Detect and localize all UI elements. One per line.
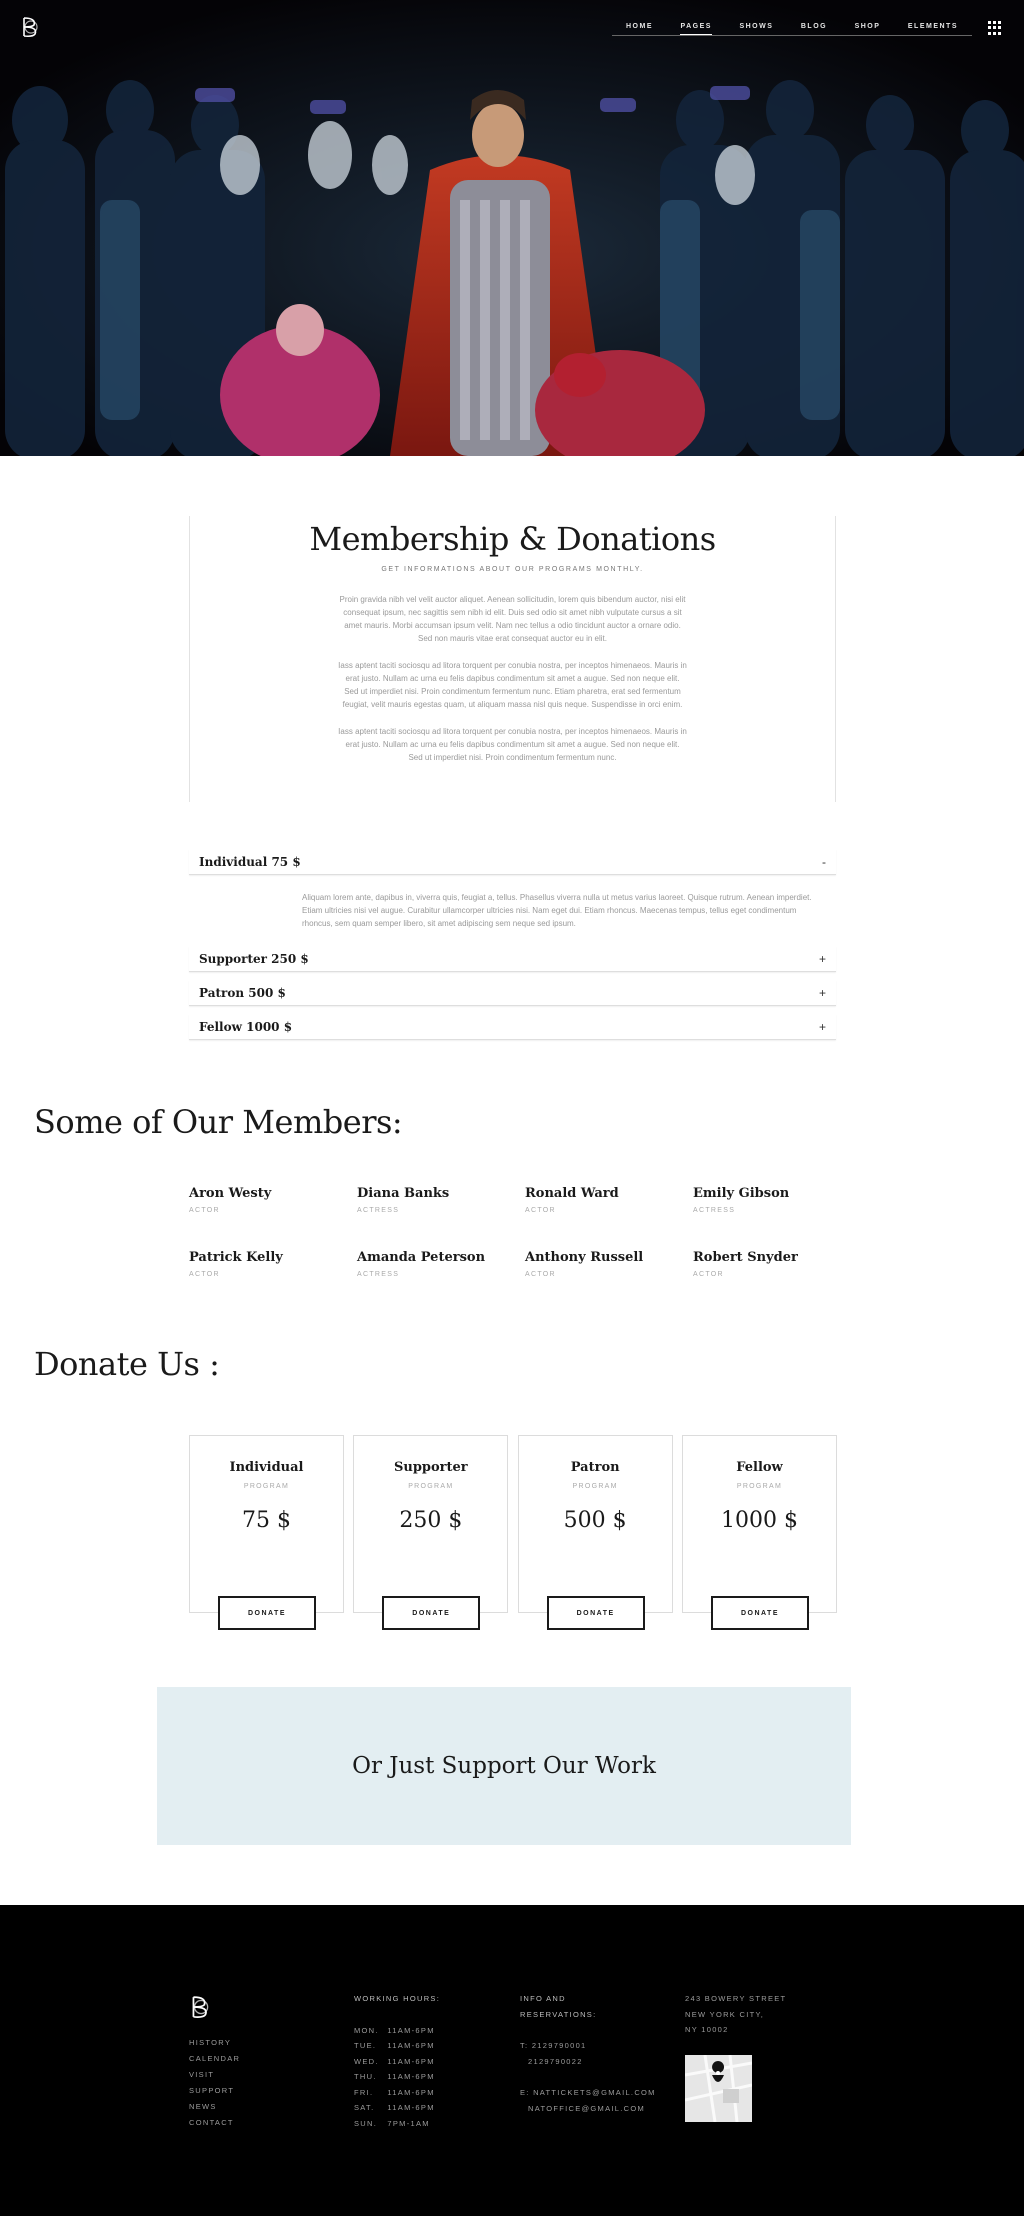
phone-1[interactable]: T: 2129790001	[520, 2041, 587, 2050]
nav-item-elements[interactable]: ELEMENTS	[907, 23, 958, 30]
phone-2[interactable]: 2129790022	[528, 2056, 583, 2066]
expand-icon[interactable]: +	[818, 1019, 826, 1034]
accordion-item-supporter	[189, 946, 836, 972]
card-price: 75 $	[242, 1508, 291, 1533]
member-card	[357, 1250, 525, 1278]
member-role: ACTOR	[693, 1271, 724, 1278]
footer-link-history[interactable]: HISTORY	[189, 2038, 232, 2047]
main-nav	[612, 22, 972, 36]
address	[685, 1991, 786, 2038]
page-title: Membership & Donations	[309, 520, 716, 558]
member-name[interactable]: Patrick Kelly	[189, 1250, 283, 1265]
hours-row: WED. 11AM-6PM	[354, 2056, 435, 2066]
donate-button[interactable]: DONATE	[711, 1596, 809, 1630]
member-name[interactable]: Ronald Ward	[525, 1186, 619, 1201]
accordion-header-individual[interactable]	[189, 849, 836, 875]
site-footer	[0, 1905, 1024, 2216]
member-role: ACTOR	[525, 1207, 556, 1214]
footer-link-contact[interactable]: CONTACT	[189, 2118, 234, 2127]
hours-title: WORKING HOURS:	[354, 1994, 441, 2003]
member-role: ACTOR	[189, 1271, 220, 1278]
support-title: Or Just Support Our Work	[352, 1753, 656, 1779]
card-subtitle: PROGRAM	[736, 1483, 783, 1490]
member-card	[693, 1250, 861, 1278]
donate-button[interactable]: DONATE	[547, 1596, 645, 1630]
members-heading: Some of Our Members:	[34, 1103, 403, 1141]
member-name[interactable]: Emily Gibson	[693, 1186, 790, 1201]
donate-button[interactable]: DONATE	[218, 1596, 316, 1630]
nav-item-pages[interactable]: PAGES	[680, 22, 712, 35]
card-subtitle: PROGRAM	[408, 1483, 454, 1490]
accordion-header-supporter[interactable]	[189, 946, 836, 972]
member-card	[189, 1186, 357, 1214]
accordion-header-fellow[interactable]	[189, 1014, 836, 1040]
hours-row: SAT. 11AM-6PM	[354, 2103, 435, 2112]
site-logo-icon[interactable]	[20, 16, 40, 38]
member-name[interactable]: Amanda Peterson	[357, 1250, 486, 1265]
accordion-title: Fellow 1000 $	[199, 1019, 293, 1034]
expand-icon[interactable]: +	[818, 985, 826, 1000]
nav-item-home[interactable]: HOME	[626, 23, 653, 30]
accordion-title: Patron 500 $	[199, 985, 286, 1000]
nav-item-shows[interactable]: SHOWS	[739, 23, 774, 30]
member-name[interactable]: Robert Snyder	[693, 1250, 798, 1265]
accordion-item-patron	[189, 980, 836, 1006]
member-role: ACTOR	[189, 1207, 220, 1214]
member-card	[693, 1186, 861, 1214]
member-card	[525, 1186, 693, 1214]
footer-logo-icon[interactable]	[189, 1995, 211, 2019]
footer-link-calendar[interactable]: CALENDAR	[189, 2054, 241, 2063]
page-subtitle: GET INFORMATIONS ABOUT OUR PROGRAMS MONTHLY.	[381, 566, 644, 573]
accordion-body: Aliquam lorem ante, dapibus in, viverra quis, feugiat a, tellus. Phasellus viverra nulla ut metus varius laoreet. Quisque rutrum. Aenean imperdiet. Etiam ultricies nisi vel augue. Curabitur ullamcorper ultricies nisi. Nam eget dui. Etiam rhoncus. Maecenas tempus, tellus eget condimentum rhoncus, sem quam semper libero, sit amet adipiscing sem neque sed ipsum.	[302, 893, 812, 928]
card-title: Individual	[229, 1460, 304, 1475]
card-subtitle: PROGRAM	[243, 1483, 290, 1490]
intro-paragraph-2: Iass aptent taciti sociosqu ad litora torquent per conubia nostra, per inceptos himenaeos. Mauris in erat justo. Nullam ac urna eu felis dapibus condimentum sit amet a augue. Sed non neque elit. Sed ut imperdiet nisi. Proin condimentum fermentum nunc. Etiam pharetra, erat sed fermentum feugiat, velit mauris egestas quam, ut aliquam massa nisl quis neque. Suspendisse in orci enim.	[338, 661, 687, 709]
member-name[interactable]: Anthony Russell	[525, 1250, 644, 1265]
hero-stage-image	[0, 0, 1024, 456]
accordion-title: Individual 75 $	[199, 854, 301, 869]
accordion-header-patron[interactable]	[189, 980, 836, 1006]
member-role: ACTOR	[525, 1271, 556, 1278]
card-price: 250 $	[399, 1508, 463, 1533]
members-grid	[189, 1186, 869, 1278]
card-title: Supporter	[393, 1460, 468, 1475]
hero-banner	[0, 0, 1024, 456]
footer-link-visit[interactable]: VISIT	[189, 2070, 215, 2079]
intro-paragraph-3: Iass aptent taciti sociosqu ad litora torquent per conubia nostra, per inceptos himenaeos. Mauris in erat justo. Nullam ac urna eu felis dapibus condimentum sit amet a augue. Sed non neque elit. Sed ut imperdiet nisi. Proin condimentum fermentum nunc.	[338, 727, 687, 762]
address-line: NEW YORK CITY,	[685, 2009, 765, 2019]
donation-card-patron	[518, 1435, 673, 1617]
info-title: INFO AND	[520, 1994, 566, 2003]
member-role: ACTRESS	[693, 1207, 736, 1214]
donation-card-fellow	[682, 1435, 837, 1617]
hours-row: MON. 11AM-6PM	[354, 2025, 435, 2035]
address-line: NY 10002	[685, 2025, 729, 2034]
card-price: 500 $	[563, 1508, 627, 1533]
card-price: 1000 $	[720, 1508, 798, 1533]
footer-links	[189, 2035, 240, 2131]
menu-grid-icon[interactable]	[988, 21, 1002, 35]
card-title: Patron	[570, 1460, 620, 1475]
card-title: Fellow	[736, 1460, 783, 1475]
hours-row: SUN. 7PM-1AM	[354, 2118, 430, 2128]
member-card	[357, 1186, 525, 1214]
member-name[interactable]: Diana Banks	[357, 1186, 450, 1201]
accordion-title: Supporter 250 $	[199, 951, 309, 966]
hours-row: THU. 11AM-6PM	[354, 2072, 435, 2081]
location-map[interactable]	[685, 2055, 752, 2122]
footer-link-support[interactable]: SUPPORT	[189, 2086, 235, 2095]
working-hours	[354, 1991, 440, 2131]
donation-card-individual	[189, 1435, 344, 1617]
nav-item-blog[interactable]: BLOG	[800, 23, 828, 30]
accordion-item-individual	[189, 849, 836, 930]
member-card	[525, 1250, 693, 1278]
hours-row: FRI. 11AM-6PM	[354, 2087, 435, 2097]
card-subtitle: PROGRAM	[572, 1483, 618, 1490]
info-reservations	[520, 1991, 656, 2116]
member-card	[189, 1250, 357, 1278]
collapse-icon[interactable]: -	[822, 854, 826, 869]
address-line: 243 BOWERY STREET	[685, 1994, 787, 2003]
donation-cards	[189, 1435, 837, 1617]
donate-button[interactable]: DONATE	[382, 1596, 480, 1630]
nav-item-shop[interactable]: SHOP	[854, 23, 881, 30]
membership-intro	[189, 516, 836, 802]
footer-link-news[interactable]: NEWS	[189, 2102, 217, 2111]
accordion-item-fellow	[189, 1014, 836, 1040]
member-role: ACTRESS	[357, 1207, 400, 1214]
email-1[interactable]: E: NATTICKETS@GMAIL.COM	[520, 2088, 656, 2097]
hours-row: TUE. 11AM-6PM	[354, 2041, 435, 2050]
intro-paragraph-1: Proin gravida nibh vel velit auctor aliquet. Aenean sollicitudin, lorem quis bibendum auctor, nisi elit consequat ipsum, nec sagittis sem nibh id elit. Duis sed odio sit amet nibh vulputate cursus a sit amet mauris. Morbi accumsan ipsum velit. Nam nec tellus a odio tincidunt auctor a ornare odio. Sed non mauris vitae erat consequat auctor eu in elit.	[339, 595, 686, 643]
donate-heading: Donate Us :	[34, 1345, 220, 1383]
expand-icon[interactable]: +	[818, 951, 826, 966]
info-title: RESERVATIONS:	[520, 2009, 597, 2019]
email-2[interactable]: NATOFFICE@GMAIL.COM	[528, 2103, 646, 2113]
support-banner[interactable]	[157, 1687, 851, 1845]
member-name[interactable]: Aron Westy	[189, 1186, 272, 1201]
donation-card-supporter	[353, 1435, 508, 1617]
member-role: ACTRESS	[357, 1271, 400, 1278]
